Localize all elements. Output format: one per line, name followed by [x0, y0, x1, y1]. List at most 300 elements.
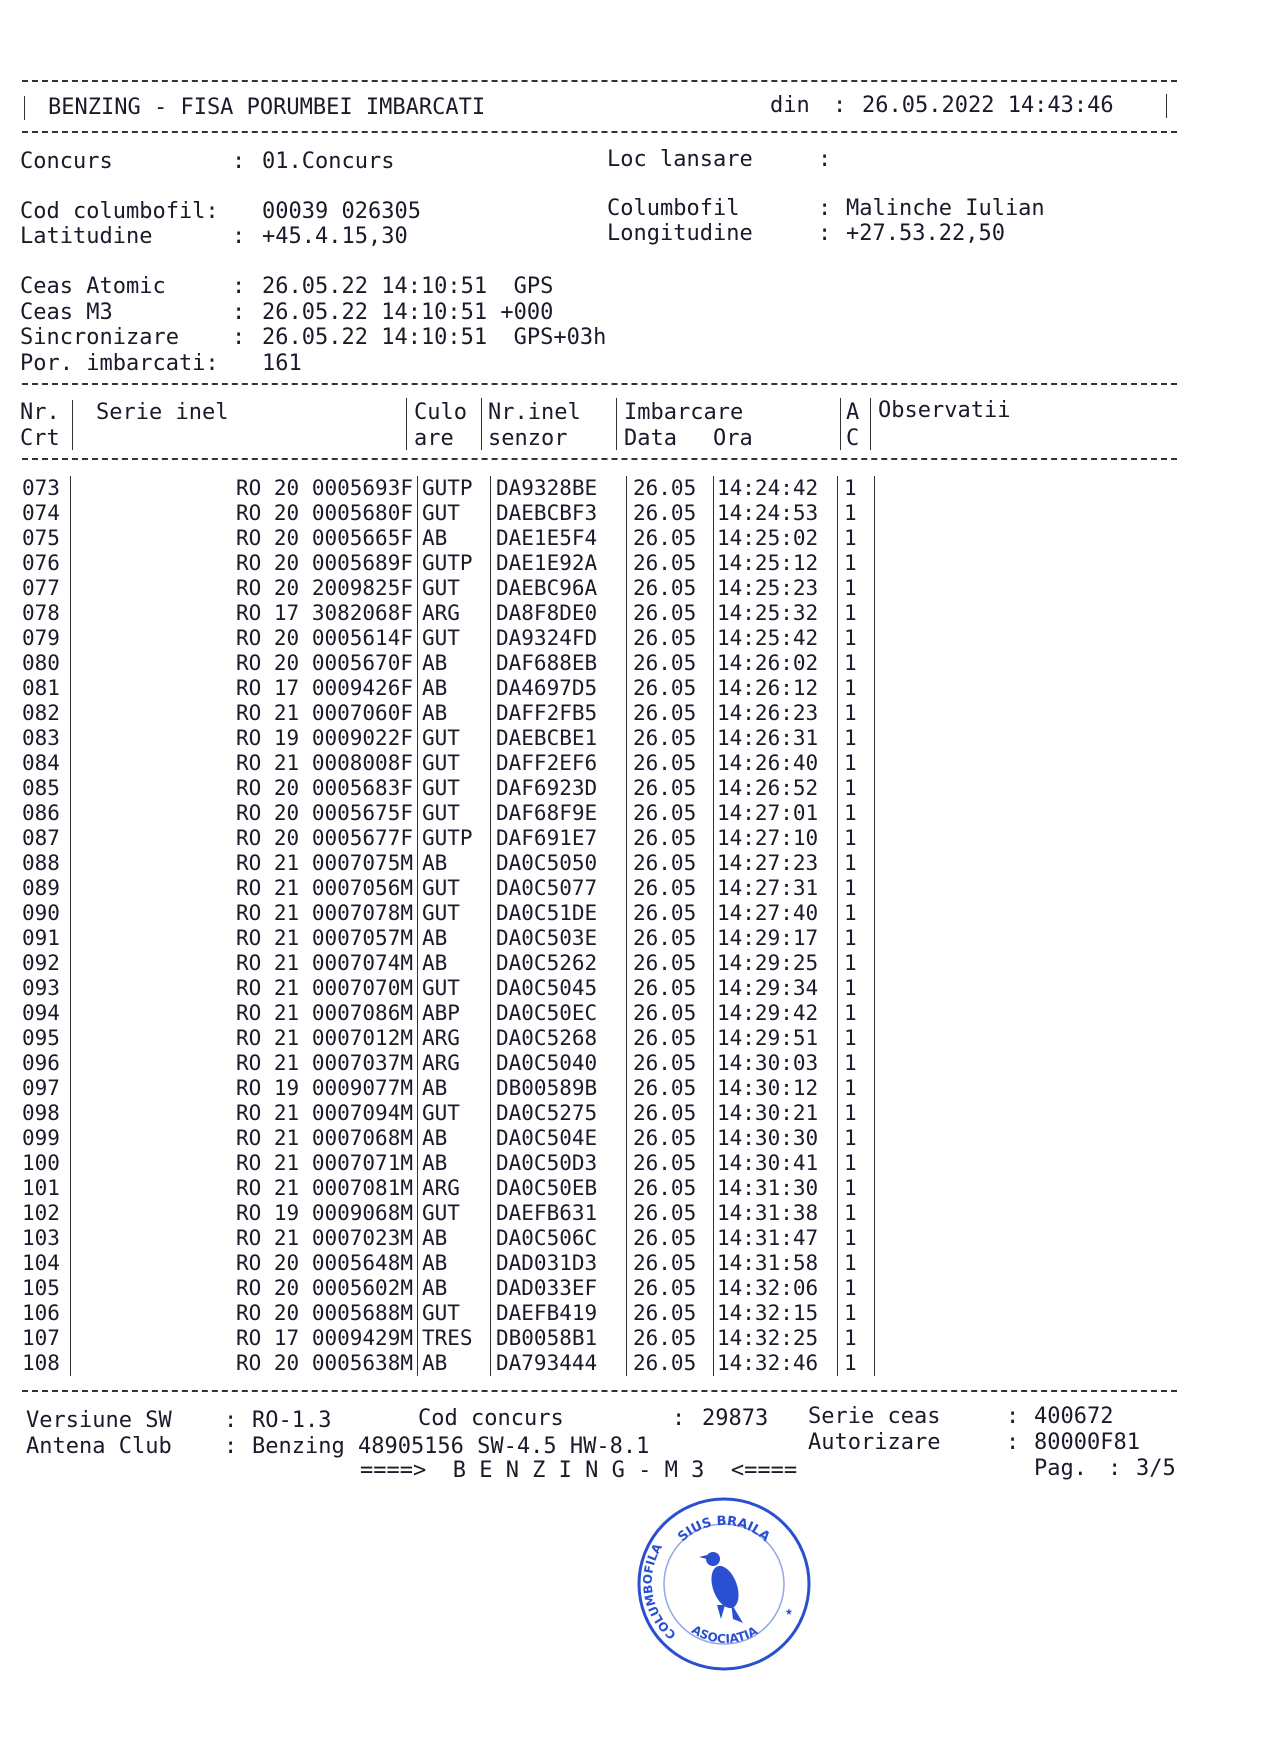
col-header-senzor: senzor: [488, 426, 568, 451]
sensor-ring: DA0C503E: [491, 926, 627, 951]
color: GUT: [418, 626, 491, 651]
divider: [22, 131, 1177, 133]
observatii-cell: [875, 1076, 1236, 1101]
ac-flag: 1: [838, 576, 875, 601]
observatii-cell: [875, 701, 1236, 726]
sensor-ring: DAEBCBE1: [491, 726, 627, 751]
table-row: [22, 976, 1235, 1001]
boarding-time: 14:26:31: [714, 726, 838, 751]
col-header-are: are: [414, 426, 454, 451]
color: TRES: [418, 1326, 491, 1351]
color: ARG: [418, 601, 491, 626]
boarding-time: 14:32:15: [714, 1301, 838, 1326]
table-row: [22, 726, 1235, 751]
row-number: 081: [22, 676, 60, 700]
observatii-cell: [875, 751, 1236, 776]
color: AB: [418, 1076, 491, 1101]
boarding-time: 14:25:12: [714, 551, 838, 576]
col-header-nr-inel: Nr.inel: [488, 400, 581, 425]
boarding-date: 26.05: [627, 1226, 714, 1251]
observatii-cell: [875, 1001, 1236, 1026]
observatii-cell: [875, 1351, 1236, 1376]
boarding-date: 26.05: [627, 1126, 714, 1151]
color: GUTP: [418, 551, 491, 576]
antena-club-label: Antena Club: [26, 1434, 172, 1459]
ring-series: RO 20 0005665F: [71, 526, 418, 551]
observatii-cell: [875, 601, 1236, 626]
row-number: 096: [22, 1051, 60, 1075]
observatii-cell: [875, 1126, 1236, 1151]
boarding-time: 14:31:58: [714, 1251, 838, 1276]
divider: [22, 383, 1177, 385]
ring-series: RO 21 0007070M: [71, 976, 418, 1001]
boarding-time: 14:31:38: [714, 1201, 838, 1226]
sensor-ring: DA0C5077: [491, 876, 627, 901]
sensor-ring: DA9324FD: [491, 626, 627, 651]
boarding-time: 14:26:52: [714, 776, 838, 801]
row-number: 099: [22, 1126, 60, 1150]
serie-ceas-value: 400672: [1034, 1404, 1114, 1429]
color: AB: [418, 851, 491, 876]
color: AB: [418, 951, 491, 976]
sensor-ring: DA9328BE: [491, 476, 627, 501]
row-number: 105: [22, 1276, 60, 1300]
row-number: 082: [22, 701, 60, 725]
table-row: [22, 1301, 1235, 1326]
ring-series: RO 21 0007086M: [71, 1001, 418, 1026]
color: AB: [418, 1151, 491, 1176]
boarding-date: 26.05: [627, 1076, 714, 1101]
observatii-cell: [875, 876, 1236, 901]
pigeon-icon: [699, 1552, 744, 1623]
table-row: [22, 926, 1235, 951]
boarding-date: 26.05: [627, 1151, 714, 1176]
boarding-time: 14:25:23: [714, 576, 838, 601]
association-stamp: [635, 1495, 813, 1673]
color: ABP: [418, 1001, 491, 1026]
ring-series: RO 21 0007056M: [71, 876, 418, 901]
color: GUT: [418, 576, 491, 601]
stamp-text-bottom: ASOCIATIA: [689, 1622, 761, 1647]
row-number: 097: [22, 1076, 60, 1100]
observatii-cell: [875, 1026, 1236, 1051]
boarding-date: 26.05: [627, 551, 714, 576]
observatii-cell: [875, 1326, 1236, 1351]
boarding-time: 14:27:01: [714, 801, 838, 826]
ac-flag: 1: [838, 1001, 875, 1026]
boarding-time: 14:32:25: [714, 1326, 838, 1351]
color: AB: [418, 1226, 491, 1251]
boarding-date: 26.05: [627, 1351, 714, 1376]
boarding-time: 14:26:23: [714, 701, 838, 726]
row-number: 083: [22, 726, 60, 750]
ring-series: RO 21 0008008F: [71, 751, 418, 776]
border-right: [1166, 94, 1167, 118]
ceas-atomic-label: Ceas Atomic: [20, 274, 166, 299]
color: GUT: [418, 1101, 491, 1126]
observatii-cell: [875, 651, 1236, 676]
color: GUT: [418, 776, 491, 801]
boarding-date: 26.05: [627, 1301, 714, 1326]
concurs-label: Concurs: [20, 149, 113, 174]
stamp-text-top: SIUS BRAILA: [675, 1513, 773, 1545]
pigeon-table-body: [22, 476, 1235, 1376]
divider: [22, 458, 1177, 460]
col-header-culo: Culo: [414, 400, 467, 425]
ring-series: RO 19 0009068M: [71, 1201, 418, 1226]
boarding-time: 14:26:12: [714, 676, 838, 701]
ring-series: RO 21 0007037M: [71, 1051, 418, 1076]
boarding-time: 14:30:30: [714, 1126, 838, 1151]
col-header-nr: Nr.: [20, 400, 60, 425]
ac-flag: 1: [838, 1351, 875, 1376]
sensor-ring: DA8F8DE0: [491, 601, 627, 626]
table-row: [22, 576, 1235, 601]
sensor-ring: DA0C5040: [491, 1051, 627, 1076]
ring-series: RO 21 0007094M: [71, 1101, 418, 1126]
row-number: 106: [22, 1301, 60, 1325]
boarding-date: 26.05: [627, 601, 714, 626]
sensor-ring: DAEBCBF3: [491, 501, 627, 526]
sensor-ring: DAD033EF: [491, 1276, 627, 1301]
boarding-date: 26.05: [627, 776, 714, 801]
longitudine-value: +27.53.22,50: [846, 221, 1005, 246]
ac-flag: 1: [838, 1251, 875, 1276]
row-number: 101: [22, 1176, 60, 1200]
por-imbarcati-label: Por. imbarcati:: [20, 351, 219, 376]
table-row: [22, 851, 1235, 876]
sensor-ring: DA0C5275: [491, 1101, 627, 1126]
sensor-ring: DA793444: [491, 1351, 627, 1376]
ac-flag: 1: [838, 676, 875, 701]
boarding-time: 14:29:34: [714, 976, 838, 1001]
sensor-ring: DAEBC96A: [491, 576, 627, 601]
color: GUT: [418, 976, 491, 1001]
boarding-date: 26.05: [627, 926, 714, 951]
col-header-ora: Ora: [713, 426, 753, 451]
boarding-date: 26.05: [627, 1026, 714, 1051]
boarding-date: 26.05: [627, 1276, 714, 1301]
sensor-ring: DAEFB419: [491, 1301, 627, 1326]
sensor-ring: DAFF2FB5: [491, 701, 627, 726]
color: GUT: [418, 876, 491, 901]
versiune-sw-value: RO-1.3: [252, 1408, 332, 1433]
ring-series: RO 20 0005670F: [71, 651, 418, 676]
row-number: 089: [22, 876, 60, 900]
ring-series: RO 17 0009426F: [71, 676, 418, 701]
ac-flag: 1: [838, 801, 875, 826]
row-number: 073: [22, 476, 60, 500]
sensor-ring: DAF6923D: [491, 776, 627, 801]
boarding-time: 14:27:31: [714, 876, 838, 901]
autorizare-value: 80000F81: [1034, 1430, 1140, 1455]
ring-series: RO 21 0007012M: [71, 1026, 418, 1051]
row-number: 102: [22, 1201, 60, 1225]
border-left: [24, 96, 25, 120]
table-row: [22, 1251, 1235, 1276]
row-number: 094: [22, 1001, 60, 1025]
ac-flag: 1: [838, 476, 875, 501]
boarding-time: 14:32:46: [714, 1351, 838, 1376]
observatii-cell: [875, 676, 1236, 701]
document-page: BENZING - FISA PORUMBEI IMBARCATI din : 26.05.2022 14:43:46 Concurs : 01.Concurs Loc lansare : Cod columbofil: 00039 026305 Columbofil : Malinche Iulian Latitudine : +45.4.15,30 Longitudine : +27.53.22,50 Ceas Atomic : 26.05.22 14:10:51 GPS Ceas M3 : 26.05.22 14:10:51 +000 Sincronizare : 26.05.22 14:10:51 GPS+03h Por. imbarcati: 161 Nr. Crt Serie inel Culo are Nr.inel senzor Imbarcare Data Ora A C Observatii 073 RO 20 0005693F GUTP DA9328BE 26.05 14:24:42 1 074 RO 20 0005680F GUT DAEBCBF3 26.05 14:24:53 1 075 RO 20 0005665F AB DAE1E5F4 26.05 14:25:02 1 076 RO 20 0005689F GUTP DAE1E92A 26.05 14:25:12 1 077 RO 20 2009825F GUT DAEBC96A 26.05 14:25:23 1 078 RO 17 3082068F ARG DA8F8DE0 26.05 14:25:32 1 079 RO 20 0005614F GUT DA9324FD 26.05 14:25:42 1 080 RO 20 0005670F AB DAF688EB 26.05 14:26:02 1 081 RO 17 0009426F AB DA4697D5 26.05 14:26:12 1 082 RO 21 0007060F AB DAFF2FB5 26.05 14:26:23 1 083 RO 19 0009022F GUT DAEBCBE1 26.05 14:26:31 1 084 RO 21 0008008F GUT DAFF2EF6 26.05 14:26:40 1 085 RO 20 0005683F GUT DAF6923D 26.05 14:26:52 1 086 RO 20 0005675F GUT DAF68F9E 26.05 14:27:01 1 087 RO 20 0005677F GUTP DAF691E7 26.05 14:27:10 1 088 RO 21 0007075M AB DA0C5050 26.05 14:27:23 1 089 RO 21 0007056M GUT DA0C5077 26.05 14:27:31 1 090 RO 21 0007078M GUT DA0C51DE 26.05 14:27:40 1 091 RO 21 0007057M AB DA0C503E 26.05 14:29:17 1 092 RO 21 0007074M AB DA0C5262 26.05 14:29:25 1 093 RO 21 0007070M GUT DA0C5045 26.05 14:29:34 1 094 RO 21 0007086M ABP DA0C50EC 26.05 14:29:42 1 095 RO 21 0007012M ARG DA0C5268 26.05 14:29:51 1 096 RO 21 0007037M ARG DA0C5040 26.05 14:30:03 1 097 RO 19 0009077M AB DB00589B 26.05 14:30:12 1 098 RO 21 0007094M GUT DA0C5275 26.05 14:30:21 1 099 RO 21 0007068M AB DA0C504E 26.05 14:30:30 1 100 RO 21 0007071M AB DA0C50D3 26.05 14:30:41 1 101 RO 21 0007081M ARG DA0C50EB 26.05 14:31:30 1 102 RO 19 0009068M GUT DAEFB631 26.05 14:31:38 1 103 RO 21 0007023M AB DA0C506C 26.05 14:31:47 1 104 RO 20 0005648M AB DAD031D3 26.05 14:31:58 1 105 RO 20 0005602M AB DAD033EF 26.05 14:32:06 1 106 RO 20 0005688M GUT DAEFB419 26.05 14:32:15 1 107 RO 17 0009429M TRES DB0058B1 26.05 14:32:25 1 108 RO 20 0005638M AB DA793444 26.05 14:32:46 1 Versiune SW : RO-1.3 Cod concurs : 29873 Serie ceas : 400672 Antena Club : Benzing 48905156 SW-4.5 HW-8.1 Autorizare : 80000F81 ====> B E N Z I N G - M 3 <==== Pag. : 3/5 SIUS BRAILA COLUMBOFILA ASOCIATIA ★: [0, 0, 1276, 1754]
stamp-text-left: COLUMBOFILA: [640, 1541, 679, 1643]
sensor-ring: DA0C5050: [491, 851, 627, 876]
ring-series: RO 17 3082068F: [71, 601, 418, 626]
color: AB: [418, 526, 491, 551]
ring-series: RO 21 0007068M: [71, 1126, 418, 1151]
latitudine-value: +45.4.15,30: [262, 224, 408, 249]
color: GUT: [418, 901, 491, 926]
ac-flag: 1: [838, 826, 875, 851]
ac-flag: 1: [838, 551, 875, 576]
ring-series: RO 20 2009825F: [71, 576, 418, 601]
color: AB: [418, 651, 491, 676]
date-label: din: [770, 93, 810, 118]
ac-flag: 1: [838, 1101, 875, 1126]
boarding-time: 14:29:51: [714, 1026, 838, 1051]
observatii-cell: [875, 976, 1236, 1001]
ac-flag: 1: [838, 1276, 875, 1301]
ac-flag: 1: [838, 701, 875, 726]
row-number: 074: [22, 501, 60, 525]
observatii-cell: [875, 901, 1236, 926]
table-row: [22, 1026, 1235, 1051]
ac-flag: 1: [838, 1301, 875, 1326]
boarding-date: 26.05: [627, 626, 714, 651]
boarding-date: 26.05: [627, 526, 714, 551]
page-number: 3/5: [1136, 1456, 1176, 1481]
row-number: 075: [22, 526, 60, 550]
latitudine-label: Latitudine: [20, 224, 153, 249]
sensor-ring: DB0058B1: [491, 1326, 627, 1351]
sensor-ring: DAF68F9E: [491, 801, 627, 826]
table-row: [22, 901, 1235, 926]
ring-series: RO 20 0005602M: [71, 1276, 418, 1301]
ac-flag: 1: [838, 926, 875, 951]
boarding-time: 14:25:32: [714, 601, 838, 626]
row-number: 086: [22, 801, 60, 825]
columbofil-value: Malinche Iulian: [846, 196, 1045, 221]
sensor-ring: DAE1E5F4: [491, 526, 627, 551]
table-row: [22, 826, 1235, 851]
boarding-date: 26.05: [627, 1001, 714, 1026]
observatii-cell: [875, 476, 1236, 501]
sensor-ring: DA0C504E: [491, 1126, 627, 1151]
boarding-date: 26.05: [627, 1176, 714, 1201]
table-row: [22, 1001, 1235, 1026]
ring-series: RO 19 0009077M: [71, 1076, 418, 1101]
boarding-time: 14:26:02: [714, 651, 838, 676]
observatii-cell: [875, 626, 1236, 651]
ac-flag: 1: [838, 751, 875, 776]
boarding-time: 14:30:12: [714, 1076, 838, 1101]
table-row: [22, 701, 1235, 726]
boarding-time: 14:32:06: [714, 1276, 838, 1301]
color: GUT: [418, 726, 491, 751]
observatii-cell: [875, 951, 1236, 976]
ac-flag: 1: [838, 1026, 875, 1051]
ac-flag: 1: [838, 651, 875, 676]
sensor-ring: DA0C50EB: [491, 1176, 627, 1201]
boarding-date: 26.05: [627, 576, 714, 601]
ring-series: RO 20 0005680F: [71, 501, 418, 526]
color: AB: [418, 1126, 491, 1151]
boarding-time: 14:25:42: [714, 626, 838, 651]
row-number: 104: [22, 1251, 60, 1275]
cod-columbofil-label: Cod columbofil:: [20, 199, 219, 224]
color: GUT: [418, 1201, 491, 1226]
boarding-time: 14:24:53: [714, 501, 838, 526]
boarding-date: 26.05: [627, 476, 714, 501]
ac-flag: 1: [838, 1076, 875, 1101]
color: ARG: [418, 1051, 491, 1076]
observatii-cell: [875, 801, 1236, 826]
table-row: [22, 501, 1235, 526]
table-row: [22, 1351, 1235, 1376]
ring-series: RO 21 0007071M: [71, 1151, 418, 1176]
color: GUT: [418, 501, 491, 526]
por-imbarcati-value: 161: [262, 351, 302, 376]
ac-flag: 1: [838, 951, 875, 976]
row-number: 087: [22, 826, 60, 850]
ring-series: RO 20 0005675F: [71, 801, 418, 826]
ring-series: RO 21 0007075M: [71, 851, 418, 876]
row-number: 088: [22, 851, 60, 875]
table-row: [22, 676, 1235, 701]
ac-flag: 1: [838, 601, 875, 626]
ceas-m3-label: Ceas M3: [20, 300, 113, 325]
boarding-time: 14:29:25: [714, 951, 838, 976]
table-row: [22, 1276, 1235, 1301]
ring-series: RO 20 0005693F: [71, 476, 418, 501]
observatii-cell: [875, 926, 1236, 951]
antena-club-value: Benzing 48905156 SW-4.5 HW-8.1: [252, 1434, 650, 1459]
color: GUTP: [418, 476, 491, 501]
observatii-cell: [875, 501, 1236, 526]
sensor-ring: DA4697D5: [491, 676, 627, 701]
col-header-crt: Crt: [20, 426, 60, 451]
row-number: 108: [22, 1351, 60, 1375]
boarding-time: 14:27:10: [714, 826, 838, 851]
observatii-cell: [875, 551, 1236, 576]
ring-series: RO 21 0007078M: [71, 901, 418, 926]
table-row: [22, 651, 1235, 676]
ac-flag: 1: [838, 851, 875, 876]
observatii-cell: [875, 1276, 1236, 1301]
color: GUT: [418, 751, 491, 776]
observatii-cell: [875, 576, 1236, 601]
color: ARG: [418, 1026, 491, 1051]
ac-flag: 1: [838, 876, 875, 901]
sensor-ring: DAEFB631: [491, 1201, 627, 1226]
row-number: 080: [22, 651, 60, 675]
pigeon-table: [22, 476, 1235, 1376]
ring-series: RO 20 0005638M: [71, 1351, 418, 1376]
ac-flag: 1: [838, 526, 875, 551]
sensor-ring: DA0C50D3: [491, 1151, 627, 1176]
ac-flag: 1: [838, 1201, 875, 1226]
table-row: [22, 1126, 1235, 1151]
observatii-cell: [875, 726, 1236, 751]
col-header-data: Data: [624, 426, 677, 451]
color: AB: [418, 1251, 491, 1276]
observatii-cell: [875, 1176, 1236, 1201]
table-row: [22, 526, 1235, 551]
cod-concurs-value: 29873: [702, 1406, 769, 1431]
observatii-cell: [875, 1251, 1236, 1276]
observatii-cell: [875, 526, 1236, 551]
color: GUT: [418, 801, 491, 826]
boarding-time: 14:31:47: [714, 1226, 838, 1251]
table-row: [22, 876, 1235, 901]
observatii-cell: [875, 1226, 1236, 1251]
row-number: 076: [22, 551, 60, 575]
ring-series: RO 20 0005648M: [71, 1251, 418, 1276]
page-label: Pag.: [1034, 1456, 1087, 1481]
sensor-ring: DA0C51DE: [491, 901, 627, 926]
boarding-time: 14:25:02: [714, 526, 838, 551]
observatii-cell: [875, 1151, 1236, 1176]
table-row: [22, 476, 1235, 501]
ac-flag: 1: [838, 626, 875, 651]
ceas-atomic-value: 26.05.22 14:10:51 GPS: [262, 274, 554, 299]
print-date: 26.05.2022 14:43:46: [862, 93, 1114, 118]
columbofil-label: Columbofil: [607, 196, 740, 221]
observatii-cell: [875, 1301, 1236, 1326]
ac-flag: 1: [838, 1151, 875, 1176]
boarding-time: 14:24:42: [714, 476, 838, 501]
table-row: [22, 626, 1235, 651]
ring-series: RO 21 0007060F: [71, 701, 418, 726]
table-row: [22, 776, 1235, 801]
sensor-ring: DAF688EB: [491, 651, 627, 676]
row-number: 107: [22, 1326, 60, 1350]
ring-series: RO 20 0005677F: [71, 826, 418, 851]
ac-flag: 1: [838, 501, 875, 526]
col-header-serie: Serie inel: [96, 400, 229, 425]
sensor-ring: DB00589B: [491, 1076, 627, 1101]
autorizare-label: Autorizare: [808, 1430, 941, 1455]
ac-flag: 1: [838, 901, 875, 926]
boarding-date: 26.05: [627, 1326, 714, 1351]
col-header-imbarcare: Imbarcare: [624, 400, 744, 425]
row-number: 095: [22, 1026, 60, 1050]
star-icon: ★: [785, 1604, 793, 1619]
boarding-time: 14:30:41: [714, 1151, 838, 1176]
color: GUTP: [418, 826, 491, 851]
ring-series: RO 20 0005688M: [71, 1301, 418, 1326]
table-row: [22, 1201, 1235, 1226]
ceas-m3-value: 26.05.22 14:10:51 +000: [262, 300, 554, 325]
boarding-time: 14:29:42: [714, 1001, 838, 1026]
ring-series: RO 21 0007074M: [71, 951, 418, 976]
boarding-date: 26.05: [627, 976, 714, 1001]
ac-flag: 1: [838, 1176, 875, 1201]
divider: [22, 80, 1177, 82]
row-number: 091: [22, 926, 60, 950]
boarding-time: 14:30:03: [714, 1051, 838, 1076]
col-header-observatii: Observatii: [878, 398, 1011, 423]
ac-flag: 1: [838, 1051, 875, 1076]
color: AB: [418, 701, 491, 726]
ring-series: RO 21 0007057M: [71, 926, 418, 951]
row-number: 084: [22, 751, 60, 775]
sensor-ring: DA0C506C: [491, 1226, 627, 1251]
ac-flag: 1: [838, 1326, 875, 1351]
boarding-date: 26.05: [627, 901, 714, 926]
ring-series: RO 20 0005683F: [71, 776, 418, 801]
